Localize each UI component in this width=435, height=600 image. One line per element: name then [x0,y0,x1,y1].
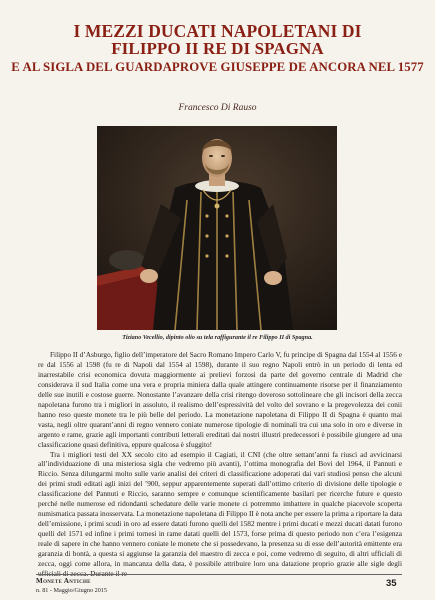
title-line-1: I MEZZI DUCATI NAPOLETANI DI [73,21,362,41]
portrait-illustration [97,126,337,330]
issue-number: n. 81 - Maggio/Giugno 2015 [36,587,107,594]
body-paragraph-1: Filippo II d’Asburgo, figlio dell’imperatore del Sacro Romano Impero Carlo V, fu principe di Spagna dal 1554 al 1556 e re dal 1556 al 1598 (fu re di Napoli dal 1554 al 1598), durante il suo regno Napoli entrò in un periodo di lenta ed inarrestabile crisi economica dovuta maggiormente ai prelievi forzosi da parte del governo centrale di Madrid che considerava il sud Italia come una vera e propria miniera dalla quale attingere continuamente risorse per il finanziamento delle sue inutili e costose guerre. Nonostante l’avanzare della crisi ritengo doveroso sottolineare che gli incisori della zecca napoletana furono tra i migliori in assoluto, il realismo dell’espressività del volto del sovrano e la pregevolezza dei conii hanno reso queste monete tra le più belle del periodo. La monetazione napoletana di Filippo II di Spagna è quanto mai vasta, negli oltre quarant’anni di regno vennero coniate numerose tipologie di nominali tra cui una solo in oro e diverse in argento e rame, grazie agli importanti contributi letterali ereditati dai nostri illustri predecessori è possibile giungere ad una classificazione quasi definitiva, eppure qualcosa è sfuggito! [38,350,402,449]
magazine-name: Monete Antiche [36,577,91,585]
body-paragraph-2: Tra i migliori testi del XX secolo cito ad esempio il Cagiati, il CNI (che oltre settant’anni fa riuscì ad avvicinarsi all’individuazione di una misteriosa sigla che vedremo più avanti), l’ottima monografia del Bovi del 1964, il Pannuti e Riccio. Senza dilungarmi molto sulle varie analisi dei criteri di classificazione adoperati dai vari studiosi penso che alcuni dei primi studi editati agli inizi del ’900, seppur apparentemente superati dall’ottimo criterio di divisione delle tipologie e classificazione del Pannuti e Riccio, saranno sempre e comunque scientificamente basilari per ricerche future e questo perché nelle numerose ed ridondanti schedature delle varie monete ci potremmo imbattere in qualche piacevole scoperta numismatica passata inosservata. La monetazione napoletana di Filippo II è nota anche per essere la prima a riportare la data dell’emissione, i primi scudi in oro ad essere datati furono quelli del 1582 mentre i primi ducati e mezzi ducati datati furono quelli del 1571 ed infine i primi tornesi in rame datati quelli del 1573, forse prima di questo periodo non c’era l’esigenza reale di sapere in che hanno vennero coniate le monete che si possedevano, la presenza su di esse dell’autorità emittente era garanzia di bontà, a questa si aggiunse la garanzia del maestro di zecca e poi, come vedremo di seguito, di altri ufficiali di zecca, oggi come allora, in mancanza della data, è possibile attribuire loro una datazione proprio grazie alle sigle degli ufficiali di zecca. Durante il re- [38,449,402,578]
footer-divider [36,574,402,575]
article-title [0,22,435,75]
page-number: 35 [386,578,397,589]
title-line-3: E AL SIGLA DEL GUARDAPROVE GIUSEPPE DE ANCORA NEL 1577 [11,60,424,74]
figure-caption: Tiziano Vecellio, dipinto olio su tela raffigurante il re Filippo II di Spagna. [122,334,313,341]
author-byline: Francesco Di Rauso [178,103,257,113]
portrait-painting [97,126,337,330]
title-line-2: FILIPPO II RE DI SPAGNA [111,39,324,58]
footer-publication [36,577,107,595]
article-body [38,350,402,579]
